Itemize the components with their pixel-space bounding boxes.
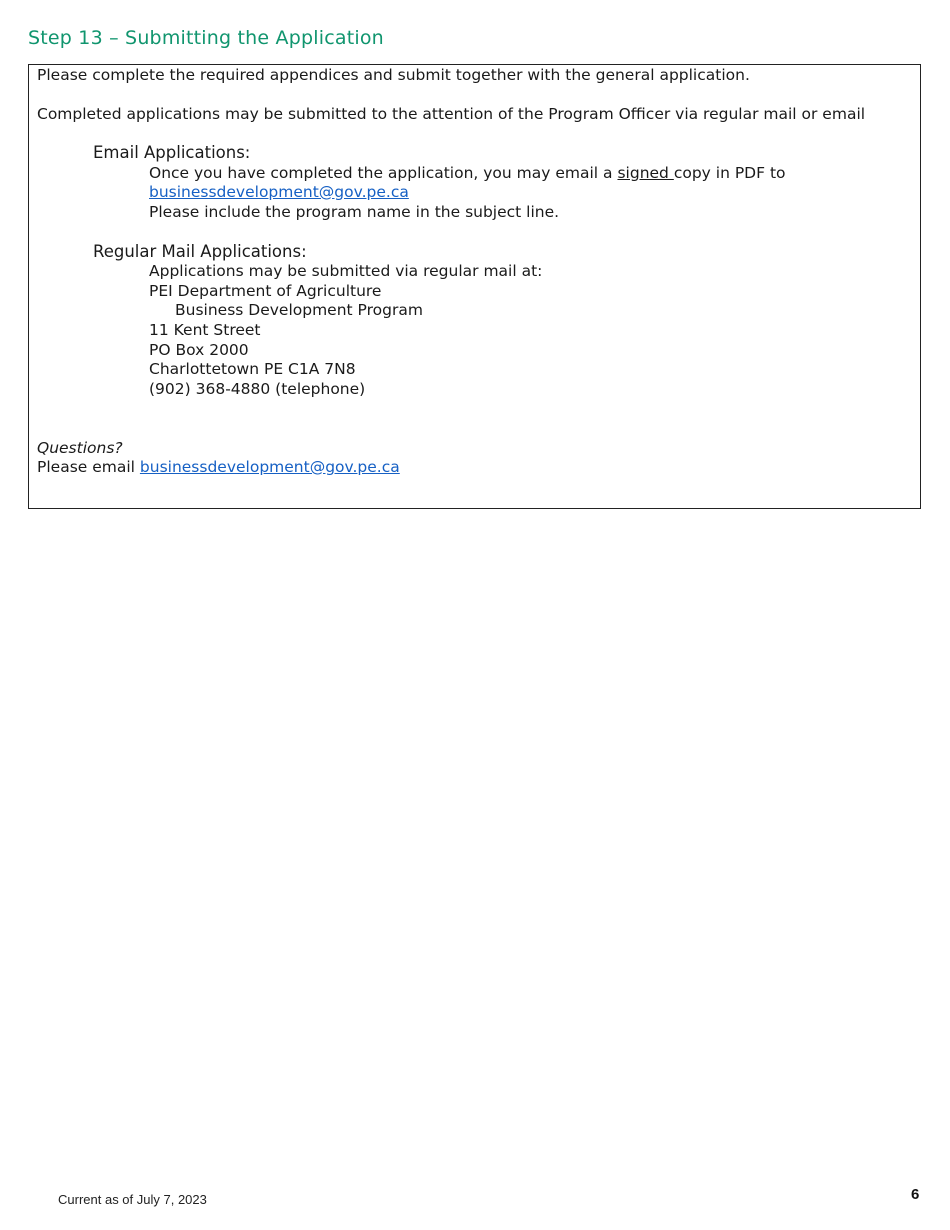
questions-prompt: Please email [37, 458, 140, 476]
email-instructions-text-before: Once you have completed the application, you may email a [149, 164, 618, 182]
signed-word: signed [617, 164, 674, 182]
page-heading: Step 13 – Submitting the Application [28, 27, 384, 49]
submission-info-box [28, 64, 921, 509]
footer-date: Current as of July 7, 2023 [58, 1192, 207, 1207]
subject-line-note: Please include the program name in the subject line. [149, 203, 560, 221]
questions-label: Questions? [37, 439, 123, 457]
page-number: 6 [911, 1186, 920, 1203]
mail-city: Charlottetown PE C1A 7N8 [149, 360, 356, 378]
email-instructions-text-after: copy in PDF to [673, 164, 786, 182]
mail-intro: Applications may be submitted via regular mail at: [149, 262, 543, 280]
questions-contact [37, 458, 400, 478]
intro-line-appendices: Please complete the required appendices and submit together with the general application. [37, 66, 750, 84]
email-link-applications[interactable]: businessdevelopment@gov.pe.ca [149, 183, 409, 201]
email-instructions [149, 164, 786, 184]
mail-program: Business Development Program [175, 301, 423, 319]
email-link-questions[interactable]: businessdevelopment@gov.pe.ca [139, 458, 400, 476]
mail-street: 11 Kent Street [149, 321, 261, 339]
mail-department: PEI Department of Agriculture [149, 282, 382, 300]
regular-mail-heading: Regular Mail Applications: [93, 242, 307, 261]
intro-line-submission: Completed applications may be submitted to the attention of the Program Officer via regular mail or email [37, 105, 866, 123]
mail-phone: (902) 368-4880 (telephone) [149, 380, 366, 398]
mail-po-box: PO Box 2000 [149, 341, 249, 359]
email-applications-heading: Email Applications: [93, 143, 251, 162]
